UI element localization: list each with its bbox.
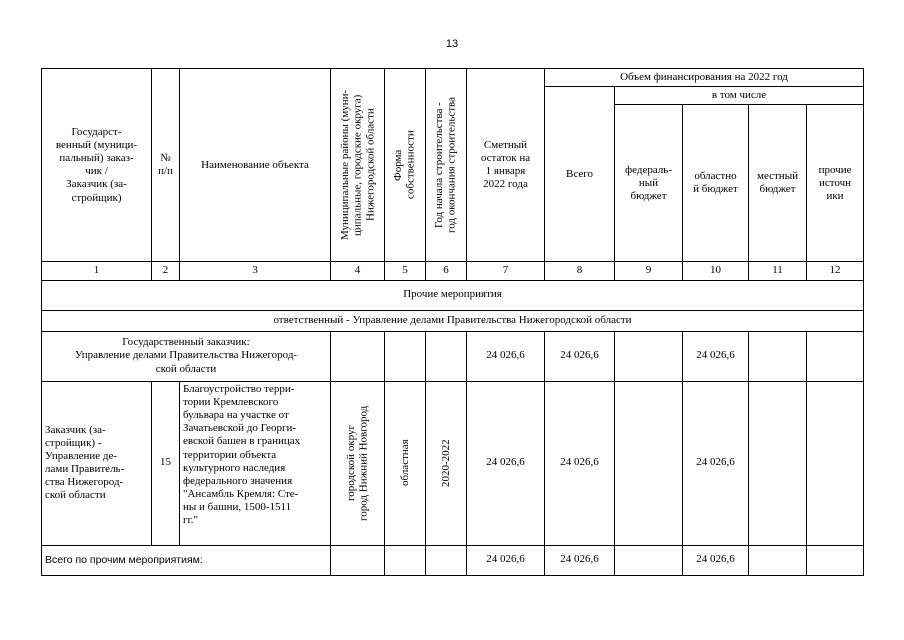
object-estimate: 24 026,6 <box>467 381 545 545</box>
total-local <box>749 545 807 575</box>
total-estimate: 24 026,6 <box>467 545 545 575</box>
page-number: 13 <box>445 38 459 50</box>
col-num: 11 <box>749 262 807 280</box>
responsible-row: ответственный - Управление делами Правительства Нижегородской области <box>42 310 864 331</box>
state-customer-regional: 24 026,6 <box>683 331 749 381</box>
state-customer-other <box>807 331 864 381</box>
object-row <box>42 381 864 545</box>
total-ownership <box>385 545 426 575</box>
state-customer-years <box>426 331 467 381</box>
total-label: Всего по прочим мероприятиям: <box>42 545 331 575</box>
header-other: прочие источн ики <box>807 105 864 262</box>
object-name: Благоустройство терри- тории Кремлевского бульвара на участке от Зачатьевской до Георги- евской башен в границах территории объекта культурного наследия федерального значения "Ансамбль Кремля: Сте- ны и башни, 1500-1511 гг." <box>180 381 331 545</box>
col-num: 5 <box>385 262 426 280</box>
header-federal: федераль- ный бюджет <box>615 105 683 262</box>
total-municipal <box>331 545 385 575</box>
total-federal <box>615 545 683 575</box>
col-num: 4 <box>331 262 385 280</box>
col-num: 10 <box>683 262 749 280</box>
state-customer-label: Государственный заказчик: Управление делами Правительства Нижегород- ской области <box>42 331 331 381</box>
object-years: 2020-2022 <box>426 381 467 545</box>
header-regional: областно й бюджет <box>683 105 749 262</box>
header-local: местный бюджет <box>749 105 807 262</box>
object-other <box>807 381 864 545</box>
state-customer-total: 24 026,6 <box>545 331 615 381</box>
col-num: 2 <box>152 262 180 280</box>
object-local <box>749 381 807 545</box>
total-regional: 24 026,6 <box>683 545 749 575</box>
object-municipal: городской округ город Нижний Новгород <box>331 381 385 545</box>
col-num: 12 <box>807 262 864 280</box>
object-num: 15 <box>152 381 180 545</box>
header-ownership: Форма собственности <box>385 69 426 262</box>
header-num: № п/п <box>152 69 180 262</box>
state-customer-ownership <box>385 331 426 381</box>
total-row <box>42 545 864 575</box>
state-customer-row <box>42 331 864 381</box>
header-including: в том числе <box>615 87 864 105</box>
total-years <box>426 545 467 575</box>
state-customer-federal <box>615 331 683 381</box>
header-estimate: Сметный остаток на 1 января 2022 года <box>467 69 545 262</box>
col-num: 9 <box>615 262 683 280</box>
object-ownership: областная <box>385 381 426 545</box>
col-num: 3 <box>180 262 331 280</box>
header-years: Год начала строительства - год окончания строительства <box>426 69 467 262</box>
state-customer-local <box>749 331 807 381</box>
header-customer: Государст- венный (муници- пальный) заказ- чик / Заказчик (за- стройщик) <box>42 69 152 262</box>
header-financing: Объем финансирования на 2022 год <box>545 69 864 87</box>
col-num: 6 <box>426 262 467 280</box>
header-total: Всего <box>545 87 615 262</box>
section-title: Прочие мероприятия <box>42 280 864 310</box>
col-num: 7 <box>467 262 545 280</box>
column-numbers-row <box>42 262 864 280</box>
header-municipal: Муниципальные районы (муни- ципальные, городские округа) Нижегородской области <box>331 69 385 262</box>
financing-table <box>41 68 864 576</box>
state-customer-estimate: 24 026,6 <box>467 331 545 381</box>
total-total: 24 026,6 <box>545 545 615 575</box>
state-customer-municipal <box>331 331 385 381</box>
object-federal <box>615 381 683 545</box>
col-num: 1 <box>42 262 152 280</box>
object-total: 24 026,6 <box>545 381 615 545</box>
object-customer: Заказчик (за- стройщик) - Управление де- лами Правитель- ства Нижегород- ской области <box>42 381 152 545</box>
object-regional: 24 026,6 <box>683 381 749 545</box>
total-other <box>807 545 864 575</box>
col-num: 8 <box>545 262 615 280</box>
header-object-name: Наименование объекта <box>180 69 331 262</box>
